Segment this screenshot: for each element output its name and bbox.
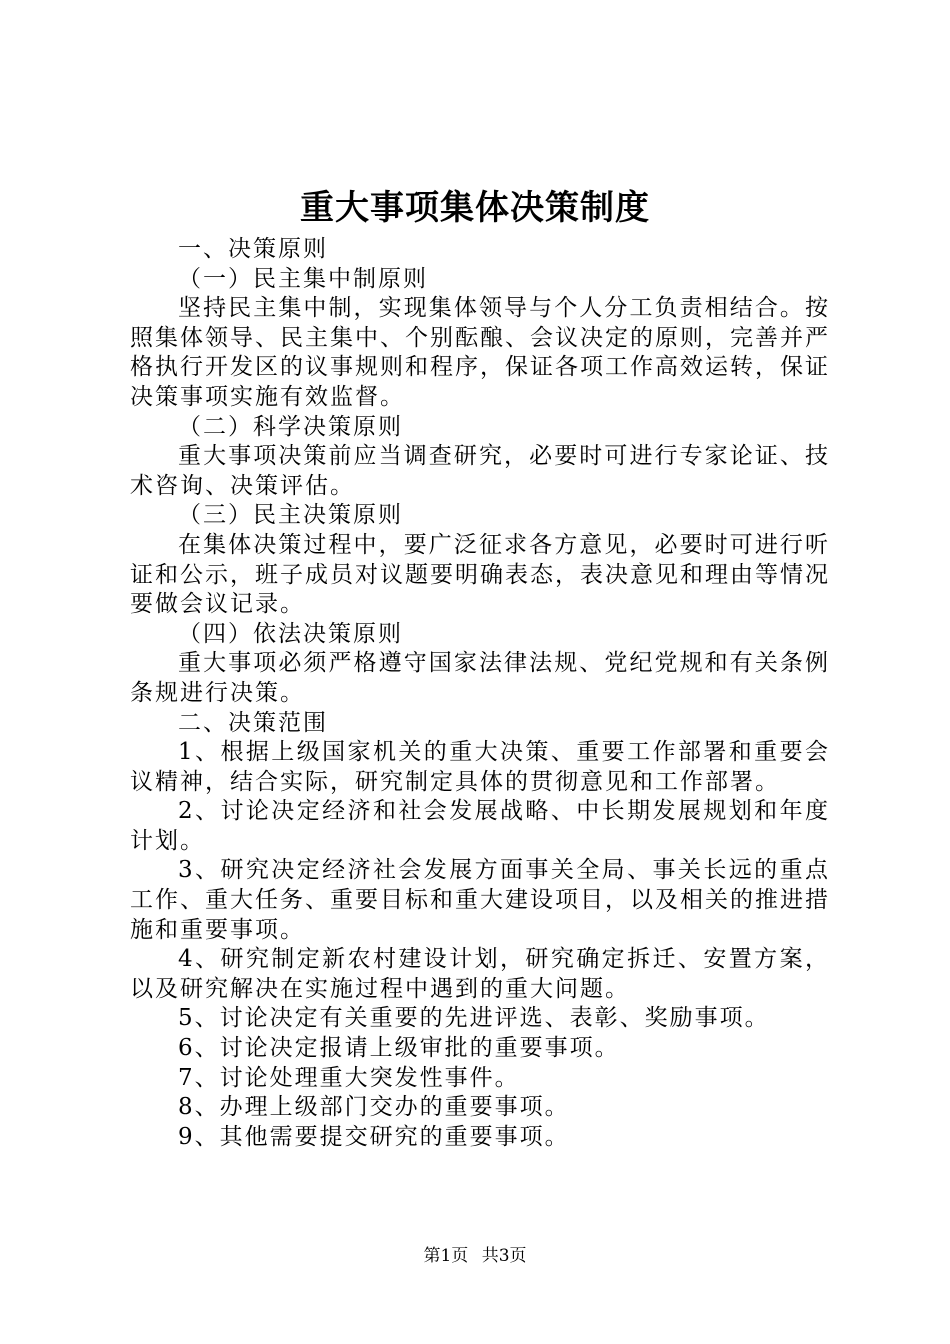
body-paragraph: 坚持民主集中制，实现集体领导与个人分工负责相结合。按照集体领导、民主集中、个别酝酿、会议决定的原则，完善并严格执行开发区的议事规则和程序，保证各项工作高效运转，保证决策事项实施有效监督。	[130, 295, 830, 410]
list-item: 7、讨论处理重大突发性事件。	[178, 1064, 520, 1091]
page-number: 第1页	[423, 1246, 469, 1266]
subsection-heading: （一）民主集中制原则	[178, 265, 428, 292]
list-item: 9、其他需要提交研究的重要事项。	[178, 1123, 570, 1150]
body-paragraph: 重大事项决策前应当调查研究，必要时可进行专家论证、技术咨询、决策评估。	[130, 443, 830, 499]
section-heading: 一、决策原则	[178, 236, 328, 262]
list-item: 3、研究决定经济社会发展方面事关全局、事关长远的重点工作、重大任务、重要目标和重大建设项目，以及相关的推进措施和重要事项。	[130, 857, 830, 943]
subsection-heading: （二）科学决策原则	[178, 413, 403, 440]
list-item: 4、研究制定新农村建设计划，研究确定拆迁、安置方案，以及研究解决在实施过程中遇到的重大问题。	[130, 946, 830, 1002]
document-title: 重大事项集体决策制度	[300, 188, 650, 228]
document-body	[130, 235, 830, 1152]
body-paragraph: 在集体决策过程中，要广泛征求各方意见，必要时可进行听证和公示，班子成员对议题要明确表态，表决意见和理由等情况要做会议记录。	[130, 531, 830, 618]
list-item: 1、根据上级国家机关的重大决策、重要工作部署和重要会议精神，结合实际，研究制定具体的贯彻意见和工作部署。	[130, 739, 830, 795]
list-item: 2、讨论决定经济和社会发展战略、中长期发展规划和年度计划。	[130, 798, 830, 854]
subsection-heading: （四）依法决策原则	[178, 620, 403, 647]
subsection-heading: （三）民主决策原则	[178, 502, 403, 529]
page-footer	[0, 1244, 950, 1268]
body-paragraph: 重大事项必须严格遵守国家法律法规、党纪党规和有关条例条规进行决策。	[130, 650, 830, 706]
page-total: 共3页	[481, 1246, 527, 1266]
list-item: 5、讨论决定有关重要的先进评选、表彰、奖励事项。	[178, 1005, 770, 1032]
list-item: 8、办理上级部门交办的重要事项。	[178, 1094, 570, 1121]
list-item: 6、讨论决定报请上级审批的重要事项。	[178, 1035, 620, 1062]
section-heading: 二、决策范围	[178, 709, 328, 736]
